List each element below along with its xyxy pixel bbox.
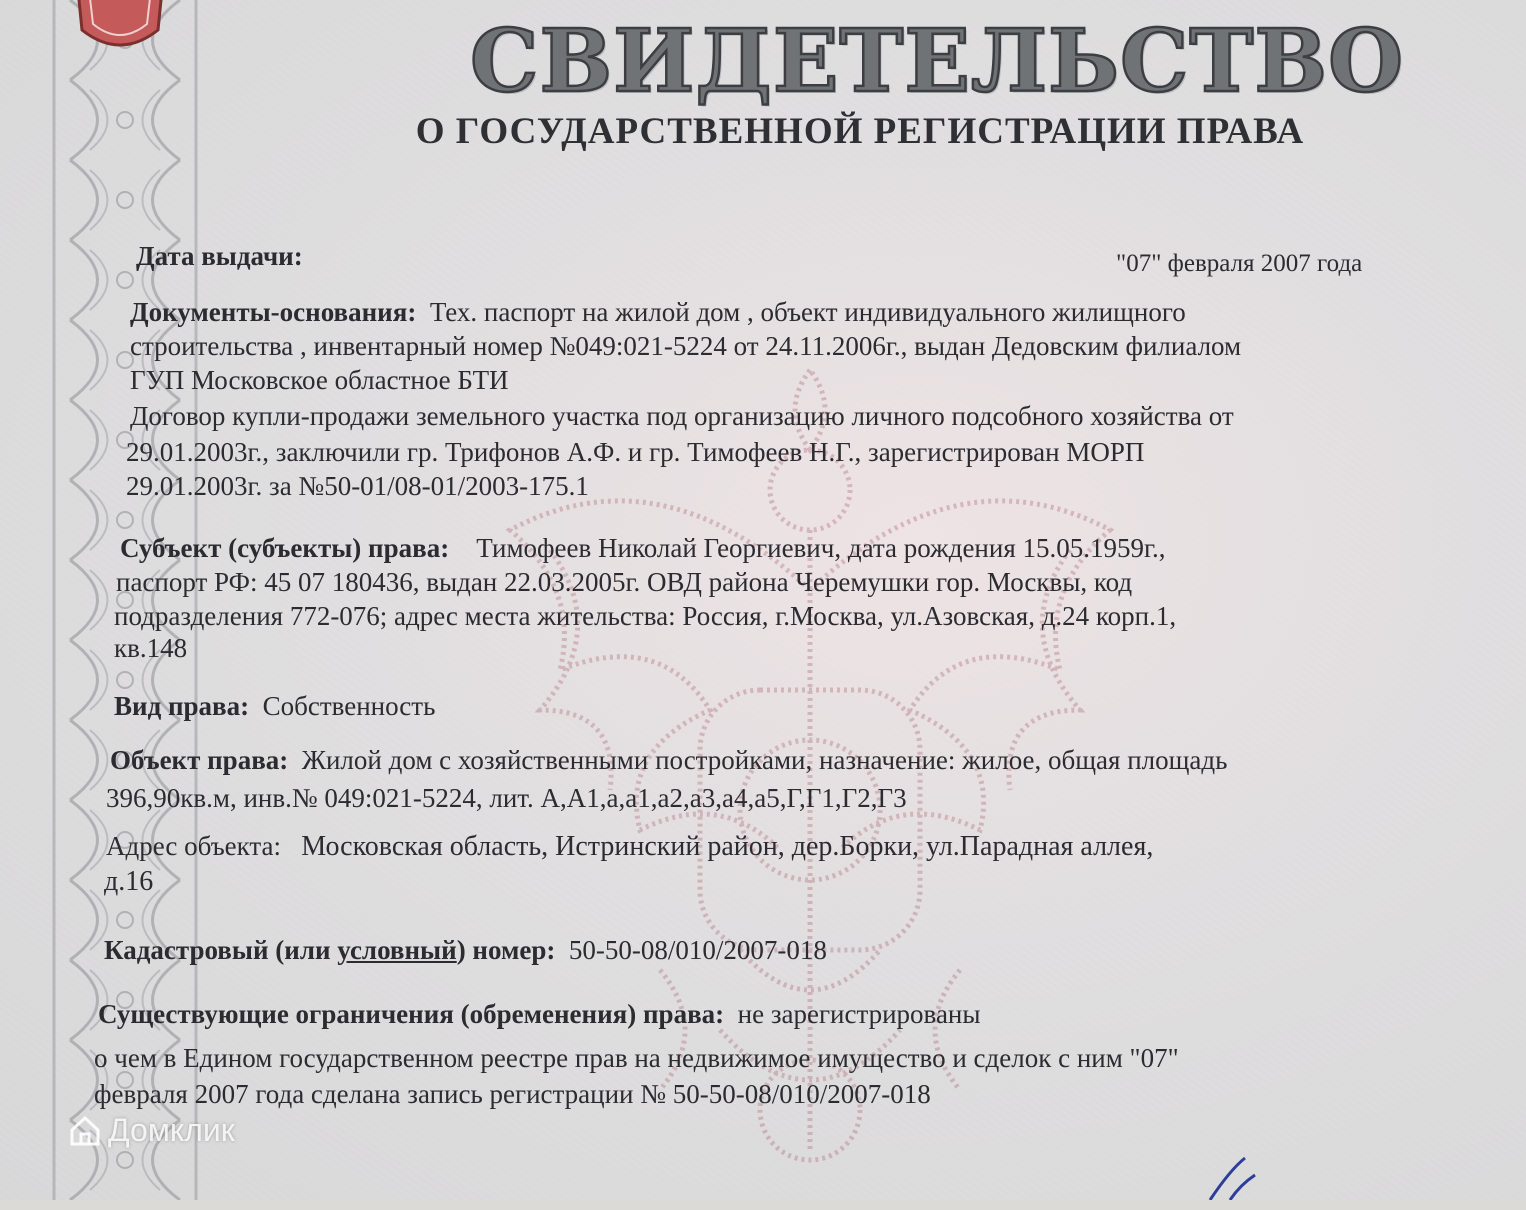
object-line1 (110, 744, 1227, 776)
restrictions-value: не зарегистрированы (737, 999, 981, 1029)
registry-line1: о чем в Едином государственном реестре прав на недвижимое имущество и сделок с ним "07" (94, 1043, 1179, 1073)
documents-basis-line1 (130, 296, 1400, 328)
signature-stroke (1190, 1150, 1270, 1200)
documents-basis-line6: 29.01.2003г. за №50-01/08-01/2003-175.1 (126, 471, 589, 501)
documents-basis-line3: ГУП Московское областное БТИ (130, 365, 509, 395)
registry-line2: февраля 2007 года сделана запись регистрации № 50-50-08/010/2007-018 (94, 1079, 931, 1109)
documents-basis-line2: строительства , инвентарный номер №049:021-5224 от 24.11.2006г., выдан Дедовским филиалом (130, 331, 1242, 361)
documents-basis-label: Документы-основания: (130, 297, 417, 327)
cadastral-label-part2: ) номер: (456, 935, 556, 965)
object-label: Объект права: (110, 745, 289, 775)
right-type-row (114, 690, 435, 722)
subject-line3: подразделения 772-076; адрес места жительства: Россия, г.Москва, ул.Азовская, д.24 корп.1, (114, 601, 1177, 631)
subject-label: Субъект (субъекты) права: (120, 533, 450, 563)
documents-basis-line5: 29.01.2003г., заключили гр. Трифонов А.Ф. и гр. Тимофеев Н.Г., зарегистрирован МОРП (126, 437, 1145, 467)
documents-basis-line4: Договор купли-продажи земельного участка под организацию личного подсобного хозяйства от (130, 401, 1234, 431)
object-line2: 396,90кв.м, инв.№ 049:021-5224, лит. А,А1,а,а1,а2,а3,а4,а5,Г,Г1,Г2,Г3 (106, 783, 907, 813)
object-text1: Жилой дом с хозяйственными постройками, назначение: жилое, общая площадь (301, 745, 1228, 775)
document-subtitle: О ГОСУДАРСТВЕННОЙ РЕГИСТРАЦИИ ПРАВА (415, 111, 1305, 152)
cadastral-label-part1: Кадастровый (или (104, 935, 338, 965)
subject-text1: Тимофеев Николай Георгиевич, дата рождения 15.05.1959г., (476, 533, 1166, 563)
subject-line2: паспорт РФ: 45 07 180436, выдан 22.03.2005г. ОВД района Черемушки гор. Москвы, код (116, 567, 1133, 597)
address-line1 (106, 830, 1153, 863)
address-line2: д.16 (104, 866, 154, 897)
cadastral-row (104, 934, 827, 966)
crest-icon (60, 0, 180, 60)
issue-date-label: Дата выдачи: (136, 241, 303, 271)
right-type-label: Вид права: (114, 691, 250, 721)
subject-line4: кв.148 (114, 633, 188, 663)
cadastral-label-underlined: условный (337, 935, 457, 965)
document-title: СВИДЕТЕЛЬСТВО (470, 11, 1405, 112)
address-label: Адрес объекта: (106, 831, 282, 861)
documents-basis-text1: Тех. паспорт на жилой дом , объект индивидуального жилищного (429, 297, 1186, 327)
issue-date-value: "07" февраля 2007 года (1116, 250, 1363, 277)
watermark-text: Домклик (108, 1112, 235, 1148)
domclick-watermark (68, 1112, 235, 1149)
restrictions-label: Существующие ограничения (обременения) права: (98, 999, 725, 1029)
restrictions-row (98, 998, 981, 1030)
right-type-value: Собственность (262, 691, 436, 721)
subject-line1 (120, 532, 1166, 564)
cadastral-value: 50-50-08/010/2007-018 (568, 935, 827, 965)
address-text1: Московская область, Истринский район, дер.Борки, ул.Парадная аллея, (301, 831, 1154, 862)
house-icon (68, 1114, 102, 1148)
